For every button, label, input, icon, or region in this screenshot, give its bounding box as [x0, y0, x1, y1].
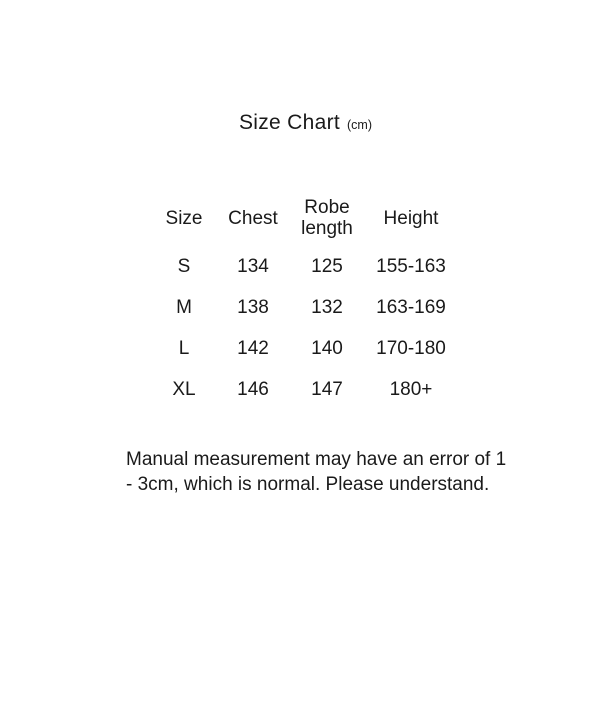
robe-length-cell: 147: [311, 378, 343, 400]
measurement-note: [126, 448, 526, 497]
chest-cell: 142: [237, 337, 269, 359]
column-header-size: Size: [165, 207, 203, 229]
title-text: Size Chart: [238, 111, 341, 134]
title-unit: (cm): [347, 118, 373, 132]
size-cell: S: [177, 255, 191, 277]
note-line-1: Manual measurement may have an error of 1: [126, 449, 507, 470]
size-table: [140, 190, 446, 410]
table-row-l: [140, 328, 446, 369]
table-row-s: [140, 246, 446, 287]
page-title: [0, 111, 611, 135]
chest-cell: 146: [237, 378, 269, 400]
note-line-2: - 3cm, which is normal. Please understand.: [126, 473, 490, 495]
robe-length-cell: 125: [311, 255, 343, 277]
table-row-m: [140, 287, 446, 328]
height-cell: 155-163: [376, 255, 446, 277]
table-header-row: [140, 190, 446, 246]
size-cell: M: [176, 296, 192, 318]
robe-length-cell: 140: [311, 337, 343, 359]
column-header-robe-length: Robe length: [301, 197, 353, 239]
size-cell: XL: [172, 378, 196, 400]
column-header-chest: Chest: [228, 207, 278, 229]
table-row-xl: [140, 369, 446, 410]
height-cell: 180+: [389, 378, 433, 400]
size-cell: L: [178, 337, 190, 359]
chest-cell: 138: [237, 296, 269, 318]
column-header-height: Height: [383, 207, 439, 229]
height-cell: 163-169: [376, 296, 446, 318]
robe-length-cell: 132: [311, 296, 343, 318]
height-cell: 170-180: [376, 337, 446, 359]
chest-cell: 134: [237, 255, 269, 277]
